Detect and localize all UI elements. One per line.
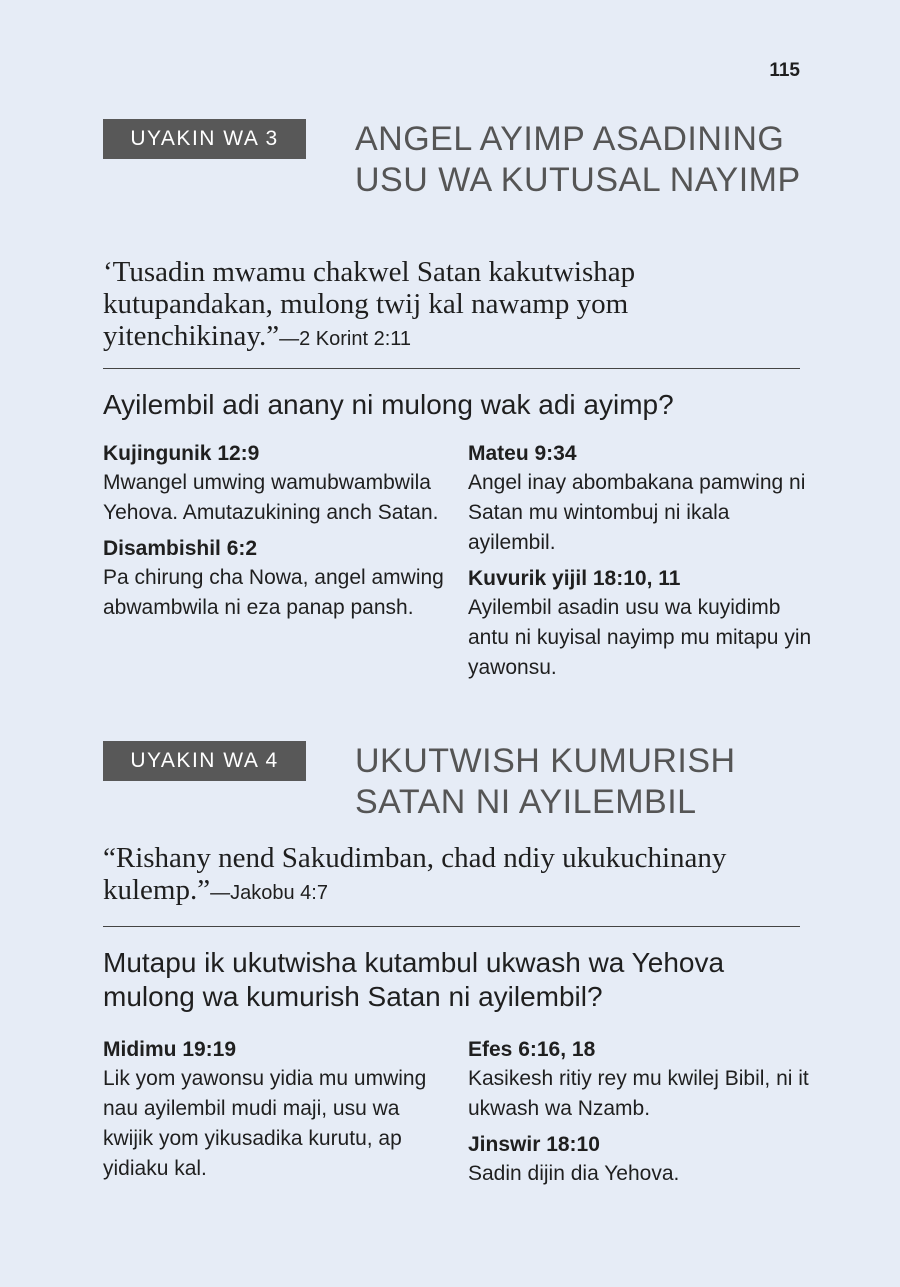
study-question: Mutapu ik ukutwisha kutambul ukwash wa Yehova mulong wa kumurish Satan ni ayilembil? [103,947,725,1012]
verse-text: Ayilembil asadin usu wa kuyidimb antu ni kuyisal nayimp mu mitapu yin yawonsu. [468,596,812,679]
verse-text: Mwangel umwing wamubwambwila Yehova. Amutazukining anch Satan. [103,471,439,524]
verse-entry [103,1036,448,1184]
study-question: Ayilembil adi anany ni mulong wak adi ayimp? [103,389,674,420]
verse-text: Sadin dijin dia Yehova. [468,1162,680,1185]
verse-reference: Disambishil 6:2 [103,537,258,560]
lesson-title: UKUTWISH KUMURISH SATAN NI AYILEMBIL [355,742,736,821]
verse-reference: Mateu 9:34 [468,442,577,465]
verse-entry [468,1036,813,1124]
verse-reference: Efes 6:16, 18 [468,1038,596,1061]
verse-entry [103,440,448,528]
verse-text: Kasikesh ritiy rey mu kwilej Bibil, ni it ukwash wa Nzamb. [468,1067,809,1120]
quote-text: “Rishany nend Sakudimban, chad ndiy ukukuchinany kulemp.” [103,842,727,906]
verse-reference: Jinswir 18:10 [468,1133,600,1156]
page-number: 115 [769,60,800,81]
lesson-tag: UYAKIN WA 3 [103,119,306,159]
verse-column-left [103,440,448,630]
quote-reference: —2 Korint 2:11 [279,328,412,350]
verse-text: Angel inay abombakana pamwing ni Satan mu wintombuj ni ikala ayilembil. [468,471,806,554]
verse-column-right [468,440,813,690]
verse-reference: Kuvurik yijil 18:10, 11 [468,567,681,590]
verse-text: Pa chirung cha Nowa, angel amwing abwambwila ni eza panap pansh. [103,566,444,619]
quote-text: ‘Tusadin mwamu chakwel Satan kakutwishap kutupandakan, mulong twij kal nawamp yom yitenchikinay.” [103,256,636,352]
divider [103,926,800,927]
verse-entry [468,565,813,683]
lesson-tag: UYAKIN WA 4 [103,741,306,781]
verse-reference: Kujingunik 12:9 [103,442,260,465]
scripture-quote [103,256,800,355]
verse-column-left [103,1036,448,1191]
verse-entry [103,535,448,623]
verse-column-right [468,1036,813,1196]
verse-entry [468,440,813,558]
quote-reference: —Jakobu 4:7 [210,882,328,904]
verse-entry [468,1131,813,1189]
lesson-title: ANGEL AYIMP ASADINING USU WA KUTUSAL NAYIMP [355,120,801,199]
verse-text: Lik yom yawonsu yidia mu umwing nau ayilembil mudi maji, usu wa kwijik yom yikusadika kurutu, ap yidiaku kal. [103,1067,427,1180]
verse-reference: Midimu 19:19 [103,1038,237,1061]
scripture-quote [103,842,800,909]
divider [103,368,800,369]
